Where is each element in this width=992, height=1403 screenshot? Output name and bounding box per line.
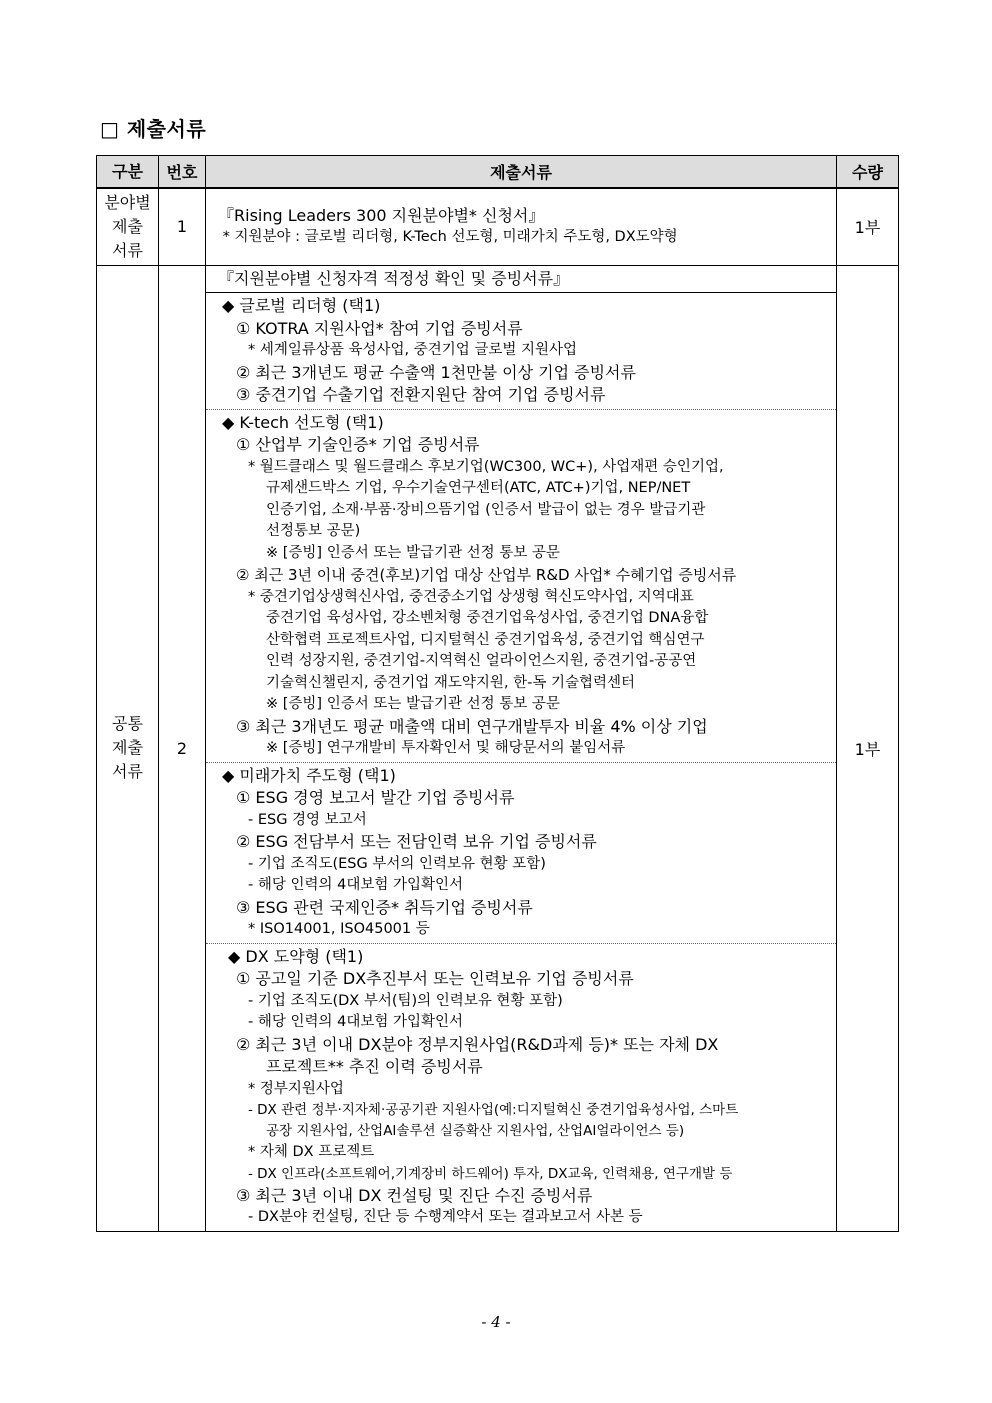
ktech-note: * 월드클래스 및 월드클래스 후보기업(WC300, WC+), 사업재편 승인기업,	[248, 458, 724, 475]
section-title: □ 제출서류	[100, 117, 207, 141]
global-item: ③ 중견기업 수출기업 전환지원단 참여 기업 증빙서류	[236, 385, 606, 404]
ktech-item: ① 산업부 기술인증* 기업 증빙서류	[236, 435, 480, 454]
dx-note: - DX 인프라(소프트웨어,기계장비 하드웨어) 투자, DX교육, 인력채용, 연구개발 등	[248, 1165, 733, 1182]
dx-heading: ◆ DX 도약형 (택1)	[228, 946, 364, 966]
future-item: ① ESG 경영 보고서 발간 기업 증빙서류	[236, 788, 515, 807]
dx-note: * 자체 DX 프로젝트	[248, 1144, 375, 1160]
header-documents: 제출서류	[206, 156, 837, 189]
global-item: ② 최근 3개년도 평균 수출액 1천만불 이상 기업 증빙서류	[236, 362, 636, 382]
future-note: - ESG 경영 보고서	[248, 811, 367, 828]
row1-number: 1	[159, 188, 206, 265]
table-row	[97, 265, 899, 1231]
global-note: * 세계일류상품 육성사업, 중견기업 글로벌 지원사업	[248, 342, 578, 358]
row2-documents	[206, 265, 837, 1231]
row2-category-line: 서류	[112, 762, 143, 781]
dx-item: ③ 최근 3년 이내 DX 컨설팅 및 진단 수진 증빙서류	[236, 1185, 593, 1205]
global-heading: ◆ 글로벌 리더형 (택1)	[222, 296, 381, 315]
dx-item: 프로젝트** 추진 이력 증빙서류	[266, 1057, 483, 1076]
dx-note: * 정부지원사업	[248, 1080, 344, 1097]
dx-block	[206, 944, 836, 1231]
future-note: - 기업 조직도(ESG 부서의 인력보유 현황 포함)	[248, 855, 546, 872]
dx-note: - DX 관련 정부·지자체·공공기관 지원사업(예:디지털혁신 중견기업육성사업, 스마트	[248, 1102, 739, 1118]
header-quantity: 수량	[837, 156, 899, 189]
ktech-note: 인력 성장지원, 중견기업-지역혁신 얼라이언스지원, 중견기업-공공연	[266, 653, 697, 669]
header-category: 구분	[97, 156, 159, 189]
row1-category-line: 서류	[112, 240, 143, 260]
row2-intro-block	[206, 266, 836, 294]
future-note: - 해당 인력의 4대보험 가입확인서	[248, 877, 463, 893]
ktech-proof: ※ [증빙] 연구개발비 투자확인서 및 해당문서의 붙임서류	[266, 740, 626, 756]
row2-intro: 『지원분야별 신청자격 적정성 확인 및 증빙서류』	[218, 268, 570, 288]
global-leader-block	[206, 293, 836, 410]
future-item: ③ ESG 관련 국제인증* 취득기업 증빙서류	[236, 897, 533, 917]
table-header-row	[97, 156, 899, 189]
row1-category	[97, 188, 159, 265]
table-row	[97, 188, 899, 265]
row1-doc-title: 『Rising Leaders 300 지원분야별* 신청서』	[218, 205, 545, 225]
ktech-item: ② 최근 3년 이내 중견(후보)기업 대상 산업부 R&D 사업* 수혜기업 증빙서류	[236, 566, 737, 584]
row1-category-line: 제출	[112, 216, 143, 236]
future-value-block	[206, 763, 836, 944]
dx-note: - 기업 조직도(DX 부서(팀)의 인력보유 현황 포함)	[248, 992, 563, 1009]
ktech-note: 인증기업, 소재·부품·장비으뜸기업 (인증서 발급이 없는 경우 발급기관	[266, 501, 706, 518]
row2-number: 2	[159, 265, 206, 1231]
ktech-proof: ※ [증빙] 인증서 또는 발급기관 선정 통보 공문	[266, 544, 560, 561]
row2-category-line: 제출	[112, 738, 143, 757]
dx-note: - DX분야 컨설팅, 진단 등 수행계약서 또는 결과보고서 사본 등	[248, 1209, 643, 1225]
ktech-note: 기술혁신챌린지, 중견기업 재도약지원, 한-독 기술협력센터	[266, 674, 636, 691]
ktech-heading: ◆ K-tech 선도형 (택1)	[222, 412, 384, 432]
submission-documents-table	[96, 155, 899, 1232]
row2-category-line: 공통	[112, 714, 143, 733]
ktech-note: 선정통보 공문)	[266, 523, 361, 539]
ktech-block	[206, 410, 836, 763]
row1-quantity: 1부	[837, 188, 899, 265]
dx-note: - 해당 인력의 4대보험 가입확인서	[248, 1014, 463, 1030]
row2-category	[97, 265, 159, 1231]
ktech-note: 규제샌드박스 기업, 우수기술연구센터(ATC, ATC+)기업, NEP/NET	[266, 480, 691, 496]
dx-item: ② 최근 3년 이내 DX분야 정부지원사업(R&D과제 등)* 또는 자체 DX	[236, 1034, 719, 1054]
row1-doc-note: * 지원분야 : 글로벌 리더형, K-Tech 선도형, 미래가치 주도형, DX도약형	[218, 229, 678, 246]
future-note: * ISO14001, ISO45001 등	[248, 921, 430, 937]
ktech-note: 산학협력 프로젝트사업, 디지털혁신 중견기업육성, 중견기업 핵심연구	[266, 631, 705, 648]
ktech-proof: ※ [증빙] 인증서 또는 발급기관 선정 통보 공문	[266, 696, 560, 712]
row1-documents	[206, 188, 837, 265]
row2-quantity: 1부	[837, 265, 899, 1231]
page-number: - 4 -	[481, 1313, 511, 1331]
global-item: ① KOTRA 지원사업* 참여 기업 증빙서류	[236, 318, 523, 338]
future-item: ② ESG 전담부서 또는 전담인력 보유 기업 증빙서류	[236, 832, 597, 851]
row1-category-line: 분야별	[104, 192, 151, 212]
dx-note: 공장 지원사업, 산업AI솔루션 실증확산 지원사업, 산업AI얼라이언스 등)	[266, 1123, 685, 1139]
ktech-item: ③ 최근 3개년도 평균 매출액 대비 연구개발투자 비율 4% 이상 기업	[236, 716, 708, 736]
ktech-note: * 중견기업상생혁신사업, 중견중소기업 상생형 혁신도약사업, 지역대표	[248, 588, 694, 605]
header-number: 번호	[159, 156, 206, 189]
dx-item: ① 공고일 기준 DX추진부서 또는 인력보유 기업 증빙서류	[236, 969, 634, 988]
ktech-note: 중견기업 육성사업, 강소벤처형 중견기업육성사업, 중견기업 DNA융합	[266, 610, 709, 626]
future-heading: ◆ 미래가치 주도형 (택1)	[222, 765, 396, 785]
